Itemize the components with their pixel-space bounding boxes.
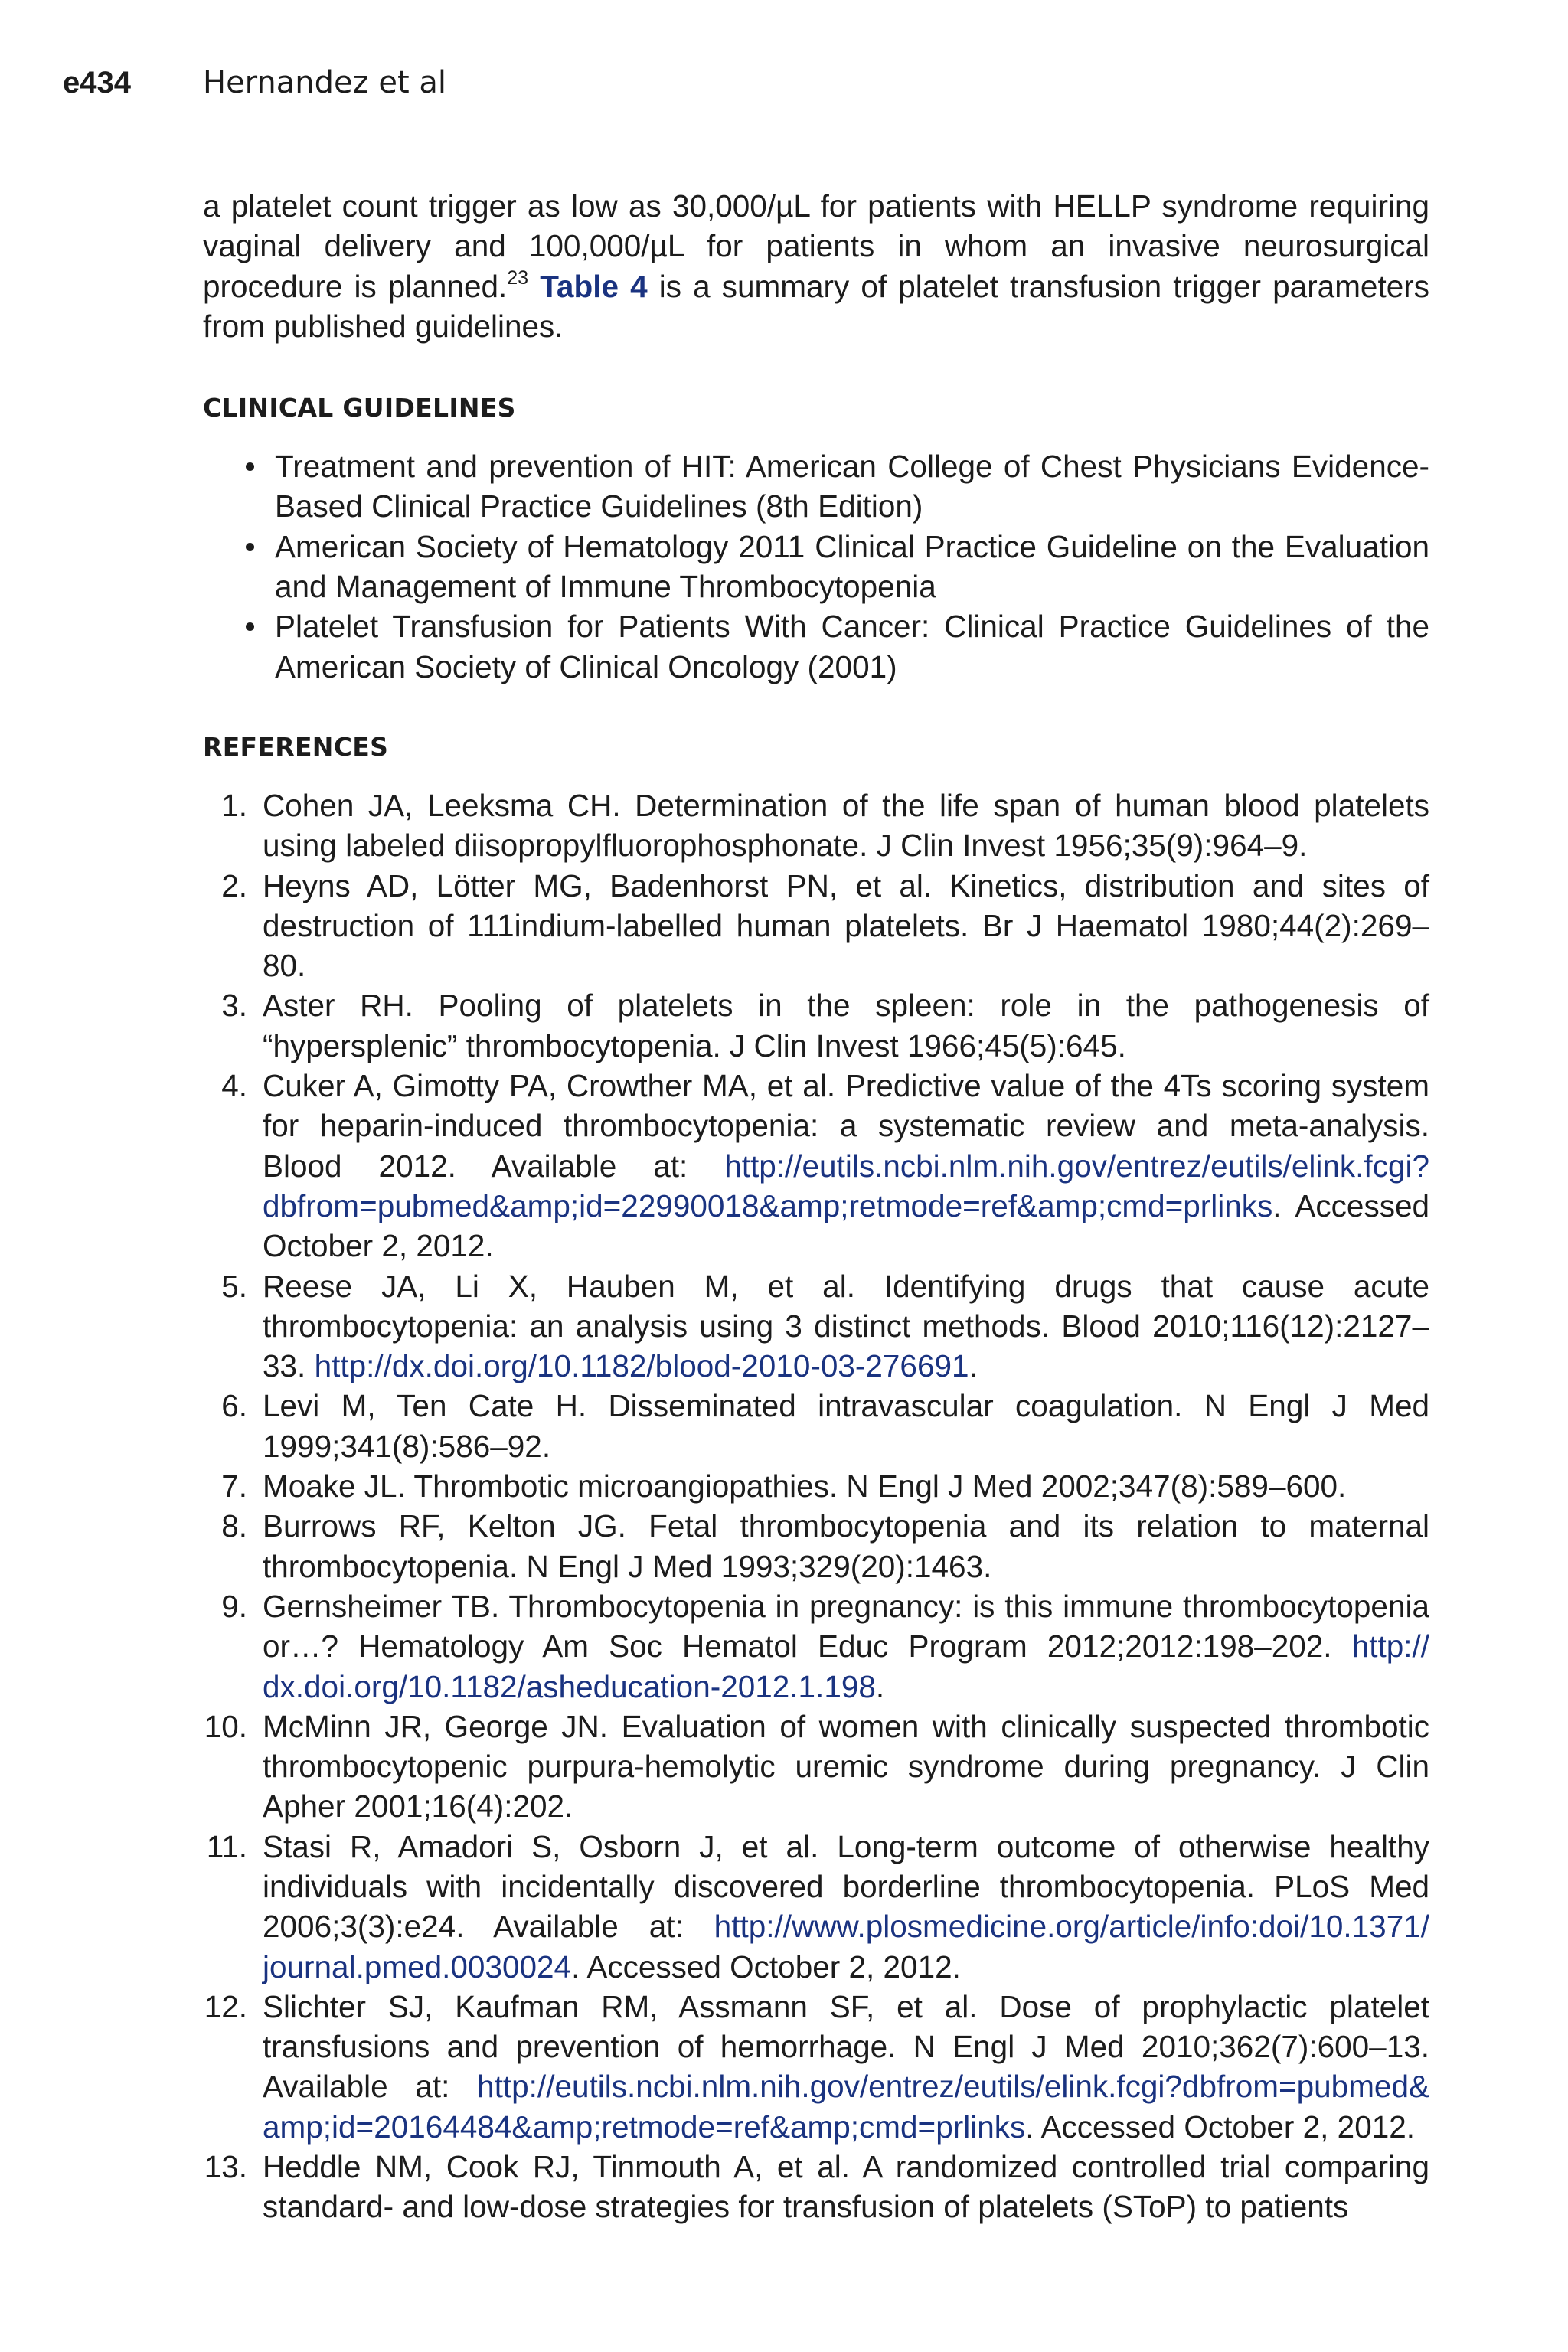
reference-number: 9. — [221, 1588, 247, 1624]
reference-text-end: . Accessed October 2, 2012. — [1025, 2109, 1416, 2145]
reference-text-end: . Accessed October 2, 2012. — [263, 1187, 1429, 1264]
running-header — [63, 63, 446, 103]
reference-text: Levi M, Ten Cate H. Disseminated intravascular coagulation. N Engl J Med 1999;341(8):586–92. — [263, 1388, 1429, 1464]
guideline-text: Treatment and prevention of HIT: American College of Chest Physicians Evidence-Based Clinical Practice Guidelines (8th Edition) — [275, 449, 1429, 524]
reference-text: Reese JA, Li X, Hauben M, et al. Identifying drugs that cause acute thrombocytopenia: an analysis using 3 distinct methods. Blood 2010;116(12):2127–33. — [263, 1268, 1429, 1384]
guidelines-list — [203, 446, 1429, 687]
references-heading: REFERENCES — [203, 731, 389, 762]
running-head-authors: Hernandez et al — [202, 65, 446, 100]
reference-item — [203, 1266, 1429, 1387]
intro-paragraph — [203, 186, 1429, 346]
reference-item — [203, 1586, 1429, 1707]
reference-number: 12. — [204, 1988, 247, 2024]
references-list — [203, 786, 1429, 2227]
reference-text: McMinn JR, George JN. Evaluation of women with clinically suspected thrombotic thrombocytopenic purpura-hemolytic uremic syndrome during pregnancy. J Clin Apher 2001;16(4):202. — [263, 1708, 1429, 1824]
table-4-link[interactable]: Table 4 — [540, 268, 648, 304]
reference-item — [203, 1506, 1429, 1586]
reference-text: Aster RH. Pooling of platelets in the spleen: role in the pathogenesis of “hypersplenic” thrombocytopenia. J Clin Invest 1966;45(5):645. — [263, 988, 1429, 1063]
reference-text: Heyns AD, Lötter MG, Badenhorst PN, et al. Kinetics, distribution and sites of destruction of 111indium-labelled human platelets. Br J Haematol 1980;44(2):269–80. — [263, 867, 1429, 984]
reference-item — [203, 866, 1429, 986]
reference-number: 3. — [221, 988, 247, 1024]
reference-item — [203, 1386, 1429, 1466]
reference-text: Cohen JA, Leeksma CH. Determination of the life span of human blood platelets using labeled diisopropylfluorophosphonate. J Clin Invest 1956;35(9):964–9. — [263, 787, 1429, 864]
reference-text: Stasi R, Amadori S, Osborn J, et al. Long-term outcome of otherwise healthy individuals with incidentally discovered borderline thrombocytopenia. PLoS Med 2006;3(3):e24. Available at: — [263, 1828, 1429, 1945]
reference-number: 13. — [204, 2149, 247, 2185]
reference-item — [203, 1707, 1429, 1827]
reference-text: Slichter SJ, Kaufman RM, Assmann SF, et al. Dose of prophylactic platelet transfusions and prevention of hemorrhage. N Engl J Med 2010;362(7):600–13. Available at: — [263, 1988, 1429, 2105]
guideline-text: American Society of Hematology 2011 Clinical Practice Guideline on the Evaluation and Management of Immune Thrombocytopenia — [275, 528, 1429, 605]
reference-item — [203, 2147, 1429, 2227]
clinical-guidelines-heading: CLINICAL GUIDELINES — [203, 393, 516, 423]
reference-item — [203, 786, 1429, 866]
reference-number: 11. — [206, 1828, 247, 1864]
reference-text-end: . — [875, 1668, 885, 1704]
citation-23[interactable]: 23 — [507, 267, 529, 289]
reference-text: Cuker A, Gimotty PA, Crowther MA, et al. Predictive value of the 4Ts scoring system for heparin-induced thrombocytopenia: a systematic review and meta-analysis. Blood 2012. Available at: — [263, 1068, 1429, 1184]
reference-text: Heddle NM, Cook RJ, Tinmouth A, et al. A randomized controlled trial comparing standard- and low-dose strategies for transfusion of platelets (SToP) to patients — [263, 2149, 1429, 2225]
reference-link[interactable]: http://eutils.ncbi.nlm.nih.gov/entrez/eutils/elink.fcgi?dbfrom=pubmed&amp;id=20164484&amp;retmode=ref&amp;cmd=prlinks — [263, 2069, 1429, 2145]
reference-text: Moake JL. Thrombotic microangiopathies. N Engl J Med 2002;347(8):589–600. — [263, 1468, 1347, 1504]
guideline-item — [203, 446, 1429, 527]
reference-text: Gernsheimer TB. Thrombocytopenia in pregnancy: is this immune thrombocytopenia or…? Hematology Am Soc Hematol Educ Program 2012;2012:198–202. — [263, 1588, 1429, 1664]
reference-number: 10. — [204, 1708, 247, 1744]
intro-text-end: is a summary of platelet transfusion trigger parameters from published guidelines. — [203, 268, 1429, 344]
intro-text: a platelet count trigger as low as 30,000/µL for patients with HELLP syndrome requiring vaginal delivery and 100,000/µL for patients in whom an invasive neurosurgical procedure is planned. — [203, 188, 1429, 304]
reference-link[interactable]: http://eutils.ncbi.nlm.nih.gov/entrez/eutils/elink.fcgi?dbfrom=pubmed&amp;id=22990018&amp;retmode=ref&amp;cmd=prlinks — [263, 1148, 1429, 1223]
reference-number: 6. — [221, 1388, 247, 1424]
reference-link[interactable]: http://dx.doi.org/10.1182/asheducation-2012.1.198 — [263, 1628, 1429, 1704]
reference-link[interactable]: http://www.plosmedicine.org/article/info:doi/10.1371/journal.pmed.0030024 — [263, 1909, 1429, 1984]
guideline-item — [203, 606, 1429, 687]
reference-number: 7. — [221, 1468, 247, 1504]
reference-text-end: . — [969, 1348, 978, 1384]
reference-number: 5. — [221, 1268, 247, 1304]
page-number: e434 — [63, 66, 131, 100]
reference-link[interactable]: http://dx.doi.org/10.1182/blood-2010-03-276691 — [314, 1348, 969, 1384]
reference-item — [203, 1987, 1429, 2147]
guideline-item — [203, 527, 1429, 607]
reference-item — [203, 985, 1429, 1066]
reference-item — [203, 1066, 1429, 1266]
reference-item — [203, 1827, 1429, 1987]
reference-item — [203, 1466, 1429, 1506]
reference-text-end: . Accessed October 2, 2012. — [571, 1949, 961, 1984]
bullet-icon — [246, 543, 254, 551]
reference-number: 8. — [221, 1508, 247, 1544]
guideline-text: Platelet Transfusion for Patients With Cancer: Clinical Practice Guidelines of the American Society of Clinical Oncology (2001) — [275, 609, 1429, 684]
page-body — [203, 186, 1429, 2227]
reference-text: Burrows RF, Kelton JG. Fetal thrombocytopenia and its relation to maternal thrombocytopenia. N Engl J Med 1993;329(20):1463. — [263, 1508, 1429, 1584]
bullet-icon — [246, 462, 254, 471]
reference-number: 1. — [221, 787, 247, 823]
reference-number: 4. — [221, 1068, 247, 1104]
bullet-icon — [246, 622, 254, 631]
reference-number: 2. — [221, 867, 247, 903]
